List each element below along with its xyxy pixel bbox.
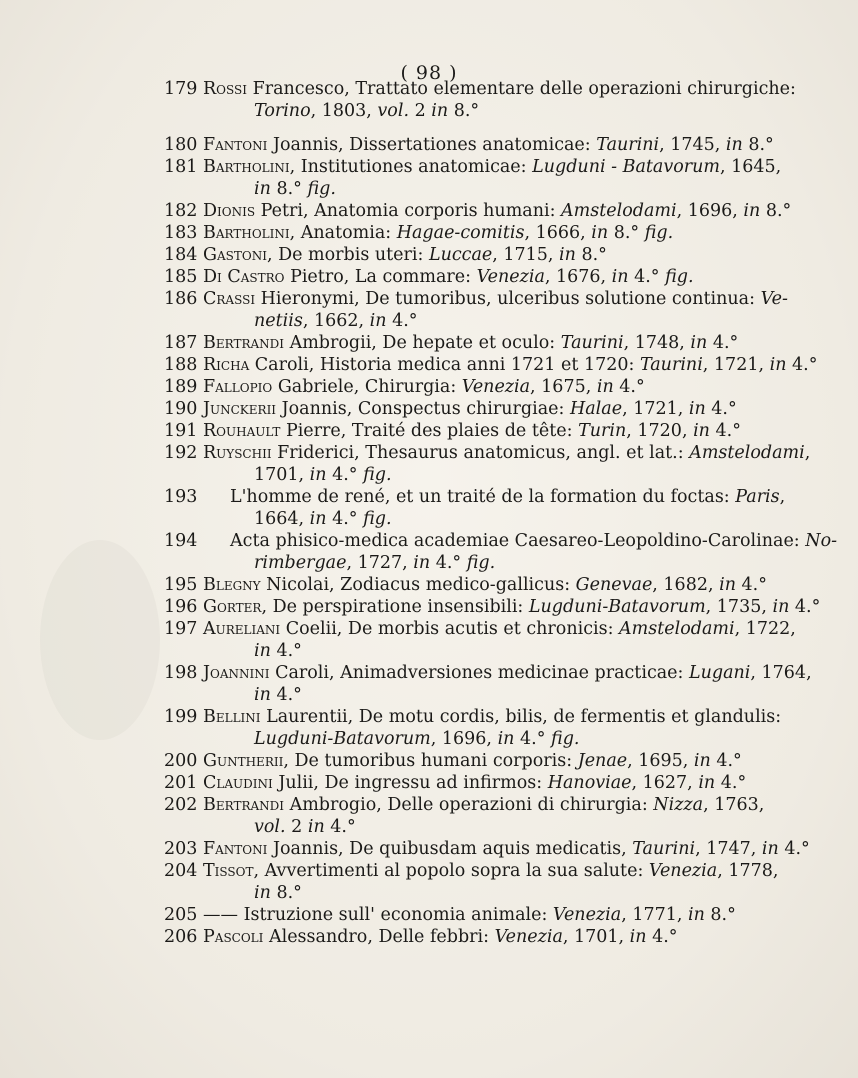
italic-text: Taurini [560,333,624,353]
text-segment: Acta phisico-medica academiae Caesareo-Leopoldino-Carolinae: [230,531,806,551]
text-segment: , De morbis uteri: [266,245,429,265]
italic-text: Turin [578,421,627,441]
italic-text: Hanoviae [547,773,632,793]
entry-continuation-line [254,684,302,706]
entry-line [230,530,837,552]
italic-text: in [690,333,708,353]
italic-text: No- [805,531,838,551]
italic-text: in [254,641,271,661]
text-segment: 4.° [715,773,747,793]
italic-text: Venezia [648,861,718,881]
text-segment: 4.° [705,399,737,419]
entry-number: 180 [164,135,198,155]
author-name: Bertrandi [203,795,285,815]
text-segment: , 1682, [652,575,720,595]
text-segment: , 1701, [562,927,630,947]
italic-text: Amstelodami [689,443,805,463]
author-name: Dionis [203,201,256,221]
text-segment: 8.° [575,245,607,265]
entry-number: 184 [164,245,198,265]
text-segment: 4.° [386,311,418,331]
italic-text: Paris [735,487,780,507]
author-name: Aureliani [203,619,281,639]
italic-text: Lugduni-Batavorum [528,597,706,617]
text-segment: 4.° [778,839,810,859]
entry-line [203,750,742,772]
text-segment: , 1645, [720,157,782,177]
author-name: Gorter [203,597,262,617]
author-name: Claudini [203,773,273,793]
text-segment: 4.° [710,751,742,771]
text-segment: 8.° [270,179,308,199]
entry-line [203,772,746,794]
entry-line [203,266,694,288]
text-segment: Julii, De ingressu ad infirmos: [272,773,548,793]
text-segment: , 1715, [492,245,560,265]
entry-line [203,288,788,310]
text-segment: , Institutiones anatomicae: [289,157,533,177]
italic-text: Venezia [476,267,545,287]
text-segment: Caroli, Historia medica anni 1721 et 1720: [249,355,640,375]
author-name: Di Castro [203,267,285,287]
text-segment: Pierre, Traité des plaies de tête: [280,421,579,441]
entry-line [203,442,810,464]
italic-text: Torino [254,101,311,121]
author-name: Blegny [203,575,261,595]
text-segment: 1664, [254,509,310,529]
italic-text: in [743,201,761,221]
italic-text: in [559,245,576,265]
entry-continuation-line [254,882,302,904]
italic-text: Luccae [428,245,493,265]
text-segment: , 1666, [524,223,592,243]
italic-text: Nizza [653,795,704,815]
italic-text: fig. [466,553,496,573]
entry-line [203,200,791,222]
text-segment: 2 [409,101,432,121]
entry-continuation-line [254,816,356,838]
entry-line [203,596,820,618]
entry-number: 190 [164,399,198,419]
italic-text: rimbergae [254,553,347,573]
author-name: Bertrandi [203,333,285,353]
text-segment: 4.° [735,575,767,595]
text-segment: 8.° [608,223,645,243]
entry-line [203,926,678,948]
text-segment: , 1676, [544,267,612,287]
text-segment: Friderici, Thesaurus anatomicus, angl. et lat.: [271,443,690,463]
text-segment: , 1695, [627,751,694,771]
text-segment: , Anatomia: [289,223,397,243]
text-segment: 4.° [324,817,356,837]
entry-number: 202 [164,795,198,815]
author-name: Pascoli [203,927,264,947]
italic-text: Venezia [461,377,531,397]
text-segment: Hieronymi, De tumoribus, ulceribus solutione continua: [255,289,761,309]
text-segment: 4.° [270,641,302,661]
entry-continuation-line [254,728,579,750]
entry-number: 199 [164,707,198,727]
entry-line [203,156,781,178]
text-segment: 4.° [707,333,739,353]
italic-text: in [369,311,387,331]
entry-number: 182 [164,201,198,221]
italic-text: Hagae-comitis [396,223,525,243]
text-segment: , 1764, [750,663,812,683]
entry-continuation-line [254,552,495,574]
italic-text: in [309,509,327,529]
italic-text: Venezia [552,905,622,925]
entry-line [203,618,796,640]
text-segment: 1701, [254,465,310,485]
author-name: Rouhault [203,421,281,441]
entry-line [203,332,738,354]
entry-number: 195 [164,575,198,595]
italic-text: in [693,421,710,441]
entry-number: 185 [164,267,198,287]
text-segment: , 1727, [346,553,414,573]
text-segment: Petri, Anatomia corporis humani: [255,201,562,221]
italic-text: in [772,597,790,617]
text-segment: Alessandro, Delle febbri: [263,927,495,947]
italic-text: Taurini [596,135,660,155]
text-segment: 4.° [326,465,364,485]
text-segment: Francesco, Trattato elementare delle operazioni chirurgiche: [247,79,796,99]
entry-continuation-line [254,100,479,122]
text-segment: , 1747, [695,839,762,859]
text-segment: 8.° [704,905,736,925]
text-segment: Joannis, Conspectus chirurgiae: [276,399,570,419]
text-segment: Pietro, La commare: [284,267,477,287]
entry-line [203,838,810,860]
entry-number: 186 [164,289,198,309]
italic-text: vol. [254,817,286,837]
paper-stain [40,540,160,740]
entry-line [203,398,737,420]
italic-text: Jenae [577,751,628,771]
entry-line [203,134,774,156]
text-segment: Ambrogii, De hepate et oculo: [284,333,561,353]
italic-text: Taurini [632,839,696,859]
italic-text: in [254,883,271,903]
text-segment: , 1721, [622,399,689,419]
author-name: Richa [203,355,250,375]
text-segment: 8.° [448,101,480,121]
text-segment: , 1748, [623,333,691,353]
text-segment: 4.° [628,267,666,287]
text-segment: , 1696, [430,729,498,749]
italic-text: in [688,399,706,419]
italic-text: in [687,905,705,925]
entry-number: 187 [164,333,198,353]
author-name: Bartholini [203,223,290,243]
text-segment: 8.° [742,135,774,155]
italic-text: in [254,685,271,705]
entry-number: 203 [164,839,198,859]
italic-text: fig. [307,179,336,199]
italic-text: in [761,839,779,859]
author-name: Tissot [203,861,254,881]
entry-line [203,904,736,926]
entry-number: 201 [164,773,198,793]
entry-line [203,354,817,376]
text-segment: Nicolai, Zodiacus medico-gallicus: [260,575,576,595]
entry-line [203,706,781,728]
entry-number: 191 [164,421,198,441]
italic-text: Lugani [689,663,751,683]
italic-text: in [497,729,515,749]
text-segment: Joannis, De quibusdam aquis medicatis, [267,839,633,859]
entry-number: 204 [164,861,198,881]
entry-line [203,244,607,266]
text-segment: 4.° [613,377,645,397]
entry-continuation-line [254,310,418,332]
text-segment: 8.° [760,201,792,221]
italic-text: Genevae [575,575,653,595]
italic-text: in [719,575,736,595]
entry-number: 183 [164,223,198,243]
italic-text: Lugduni - Batavorum [532,157,721,177]
author-name: Junckerii [203,399,277,419]
text-segment: , [779,487,786,507]
text-segment: , 1735, [705,597,773,617]
text-segment: , 1763, [703,795,765,815]
text-segment: , 1745, [659,135,726,155]
entry-line [203,376,645,398]
entry-number: 197 [164,619,198,639]
italic-text: in [693,751,711,771]
entry-line [203,574,767,596]
text-segment: , 1778, [717,861,779,881]
entry-number: 189 [164,377,198,397]
text-segment: , 1627, [631,773,699,793]
entry-number: 205 [164,905,198,925]
text-segment: Caroli, Animadversiones medicinae practicae: [269,663,689,683]
entry-number: 198 [164,663,198,683]
entry-line [203,794,764,816]
italic-text: Halae [569,399,623,419]
italic-text: Amstelodami [619,619,735,639]
italic-text: in [413,553,431,573]
text-segment: Coelii, De morbis acutis et chronicis: [280,619,620,639]
italic-text: netiis [254,311,303,331]
entry-number: 200 [164,751,198,771]
italic-text: in [309,465,327,485]
italic-text: in [307,817,325,837]
author-name: Guntherii [203,751,284,771]
author-name: Fallopio [203,377,273,397]
text-segment: 4.° [270,685,302,705]
italic-text: in [725,135,743,155]
text-segment: 4.° [514,729,552,749]
text-segment: , 1722, [734,619,796,639]
text-segment: 4.° [786,355,818,375]
italic-text: Amstelodami [561,201,677,221]
entry-number: 181 [164,157,198,177]
text-segment: 2 [285,817,308,837]
entry-number: 196 [164,597,198,617]
text-segment: 4.° [789,597,821,617]
text-segment: , [804,443,811,463]
text-segment: , 1675, [530,377,597,397]
entry-continuation-line [254,464,392,486]
text-segment: , 1720, [626,421,694,441]
text-segment: , 1721, [702,355,770,375]
italic-text: Venezia [494,927,563,947]
author-name: Fantoni [203,135,268,155]
italic-text: Ve- [760,289,788,309]
italic-text: fig. [551,729,580,749]
text-segment: 8.° [270,883,302,903]
text-segment: , De tumoribus humani corporis: [283,751,578,771]
entry-continuation-line [254,178,336,200]
italic-text: in [629,927,647,947]
entry-number: 188 [164,355,198,375]
author-name: Ruyschii [203,443,272,463]
text-segment: Ambrogio, Delle operazioni di chirurgia: [284,795,654,815]
entry-line [230,486,785,508]
entry-line [203,420,741,442]
entry-number: 192 [164,443,198,463]
italic-text: in [698,773,716,793]
entry-number: 194 [164,531,198,551]
text-segment: , 1662, [302,311,370,331]
text-segment: Joannis, Dissertationes anatomicae: [267,135,597,155]
italic-text: fig. [644,223,674,243]
text-segment: 4.° [326,509,364,529]
entry-line [203,662,812,684]
entry-line [203,860,778,882]
italic-text: fig. [363,465,392,485]
text-segment: , De perspiratione insensibili: [261,597,529,617]
author-name: Crassi [203,289,256,309]
text-segment: 4.° [709,421,741,441]
italic-text: in [611,267,629,287]
text-segment: Gabriele, Chirurgia: [272,377,462,397]
text-segment: 4.° [430,553,467,573]
italic-text: vol. [377,101,410,121]
italic-text: Lugduni-Batavorum [254,729,431,749]
author-name: Bartholini [203,157,290,177]
italic-text: in [254,179,271,199]
author-name: Bellini [203,707,261,727]
author-name: Joannini [203,663,270,683]
text-segment: , 1696, [676,201,744,221]
text-segment: , Avvertimenti al popolo sopra la sua salute: [253,861,649,881]
text-segment: Laurentii, De motu cordis, bilis, de fermentis et glandulis: [260,707,782,727]
italic-text: in [431,101,449,121]
entry-continuation-line [254,508,392,530]
text-segment: —— Istruzione sull' economia animale: [203,905,553,925]
italic-text: in [769,355,787,375]
author-name: Rossi [203,79,247,99]
text-segment: , 1771, [621,905,688,925]
italic-text: in [596,377,614,397]
entry-number: 193 [164,487,198,507]
italic-text: fig. [665,267,694,287]
entry-number: 179 [164,79,198,99]
entry-line [203,78,796,100]
text-segment: 4.° [646,927,678,947]
author-name: Gastoni [203,245,267,265]
entry-continuation-line [254,640,302,662]
entry-line [203,222,673,244]
italic-text: fig. [363,509,392,529]
page-number: ( 98 ) [400,62,458,84]
italic-text: in [591,223,609,243]
author-name: Fantoni [203,839,268,859]
italic-text: Taurini [639,355,703,375]
entry-number: 206 [164,927,198,947]
text-segment: , 1803, [310,101,378,121]
text-segment: L'homme de rené, et un traité de la formation du foctas: [230,487,736,507]
